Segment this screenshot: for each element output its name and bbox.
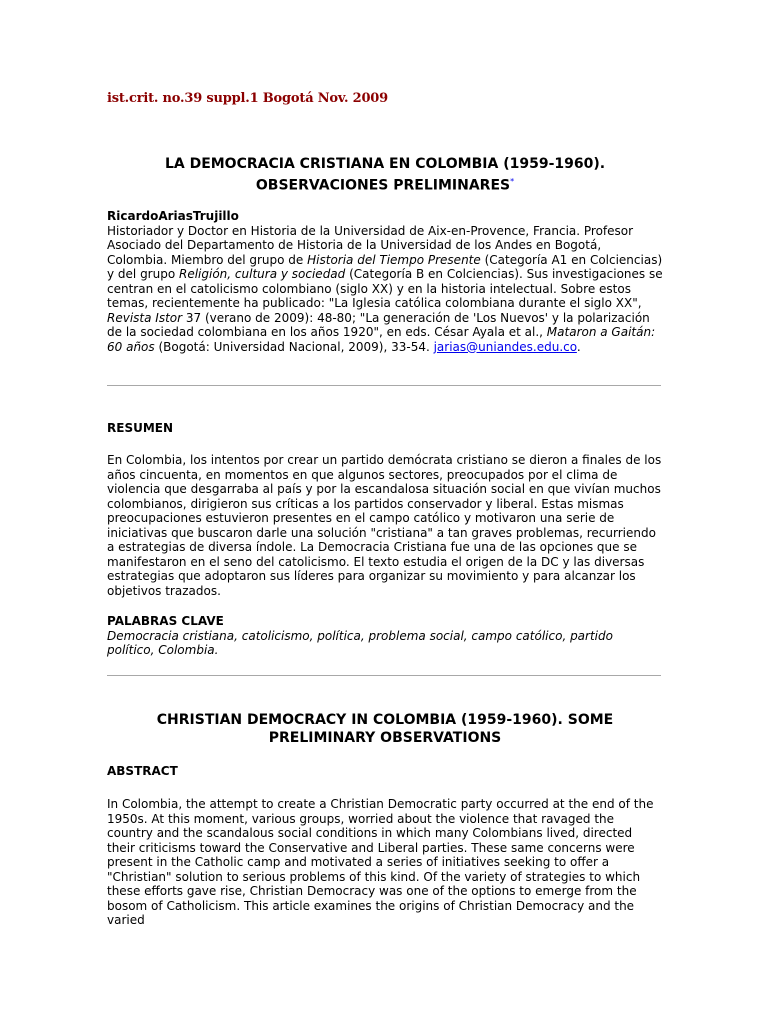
bio-italic-1: Historia del Tiempo Presente xyxy=(307,252,481,267)
bio-italic-2: Religión, cultura y sociedad xyxy=(179,267,346,281)
resumen-section xyxy=(107,421,663,436)
article-title-spanish xyxy=(107,155,663,195)
palabras-clave-section xyxy=(107,614,663,658)
author-name: RicardoAriasTrujillo xyxy=(107,209,239,223)
author-block xyxy=(107,209,663,354)
abstract-body xyxy=(107,797,663,928)
divider-2 xyxy=(107,675,661,676)
footnote-link[interactable]: * xyxy=(510,177,515,186)
bio-end: . xyxy=(576,339,581,354)
author-email-link[interactable]: jarias@uniandes.edu.co xyxy=(433,339,577,354)
bio-part-3: (Categoría B en Colciencias). Sus investigaciones se centran en el catolicismo colombiano (siglo XX) y en la historia intelectual. Sobre estos temas, recientemente ha publicado: "La Iglesia católica colombiana durante el siglo XX", xyxy=(107,267,663,310)
bio-part-5: (Bogotá: Universidad Nacional, 2009), 33-54. xyxy=(154,339,434,354)
resumen-heading: RESUMEN xyxy=(107,421,174,435)
title-en-line-1: CHRISTIAN DEMOCRACY IN COLOMBIA (1959-1960). SOME xyxy=(156,712,614,728)
resumen-body xyxy=(107,453,663,598)
title-line-2 xyxy=(107,173,663,195)
abstract-heading: ABSTRACT xyxy=(107,764,178,778)
bio-part-2: (Categoría A1 en Colciencias) y del grupo xyxy=(107,252,663,281)
palabras-clave-text: Democracia cristiana, catolicismo, política, problema social, campo católico, partido político, Colombia. xyxy=(107,628,613,657)
journal-citation: ist.crit. no.39 suppl.1 Bogotá Nov. 2009 xyxy=(107,91,388,106)
bio-part-1: Historiador y Doctor en Historia de la Universidad de Aix-en-Provence, Francia. Profesor Asociado del Departamento de Historia de la Universidad de los Andes en Bogotá, Colombia. Miembro del grupo de xyxy=(107,223,634,267)
bio-part-4: 37 (verano de 2009): 48-80; "La generación de 'Los Nuevos' y la polarización de la sociedad colombiana en los años 1920", en eds. César Ayala et al., xyxy=(107,310,650,339)
author-bio xyxy=(107,224,663,355)
title-line-1: LA DEMOCRACIA CRISTIANA EN COLOMBIA (1959-1960). xyxy=(164,156,606,172)
title-line-2-text: OBSERVACIONES PRELIMINARES xyxy=(255,177,511,194)
title-en-line-2: PRELIMINARY OBSERVATIONS xyxy=(268,730,502,746)
article-title-english xyxy=(107,711,663,747)
abstract-text: In Colombia, the attempt to create a Christian Democratic party occurred at the end of the 1950s. At this moment, various groups, worried about the violence that ravaged the country and the scandalous social conditions in which many Colombians lived, directed their criticisms toward the Conservative and Liberal parties. These same concerns were present in the Catholic camp and motivated a series of initiatives seeking to offer a "Christian" solution to serious problems of this kind. Of the variety of strategies to which these efforts gave rise, Christian Democracy was one of the options to emerge from the bosom of Catholicism. This article examines the origins of Christian Democracy and the varied xyxy=(107,797,654,927)
palabras-clave-heading: PALABRAS CLAVE xyxy=(107,614,224,628)
bio-italic-3: Revista Istor xyxy=(107,310,183,325)
resumen-text: En Colombia, los intentos por crear un partido demócrata cristiano se dieron a finales de los años cincuenta, en momentos en que algunos sectores, preocupados por el clima de violencia que desgarraba al país y por la escandalosa situación social en que vivían muchos colombianos, dirigieron sus críticas a los partidos conservador y liberal. Estas mismas preocupaciones estuvieron presentes en el campo católico y motivaron una serie de iniciativas que buscaron darle una solución "cristiana" a tan graves problemas, recurriendo a estrategias de diversa índole. La Democracia Cristiana fue una de las opciones que se manifestaron en el seno del catolicismo. El texto estudia el origen de la DC y las diversas estrategias que adoptaron sus líderes para organizar su movimiento y para alcanzar los objetivos trazados. xyxy=(107,453,662,598)
abstract-section xyxy=(107,764,663,779)
divider-1 xyxy=(107,385,661,386)
bio-italic-4: Mataron a Gaitán: 60 años xyxy=(107,325,656,354)
